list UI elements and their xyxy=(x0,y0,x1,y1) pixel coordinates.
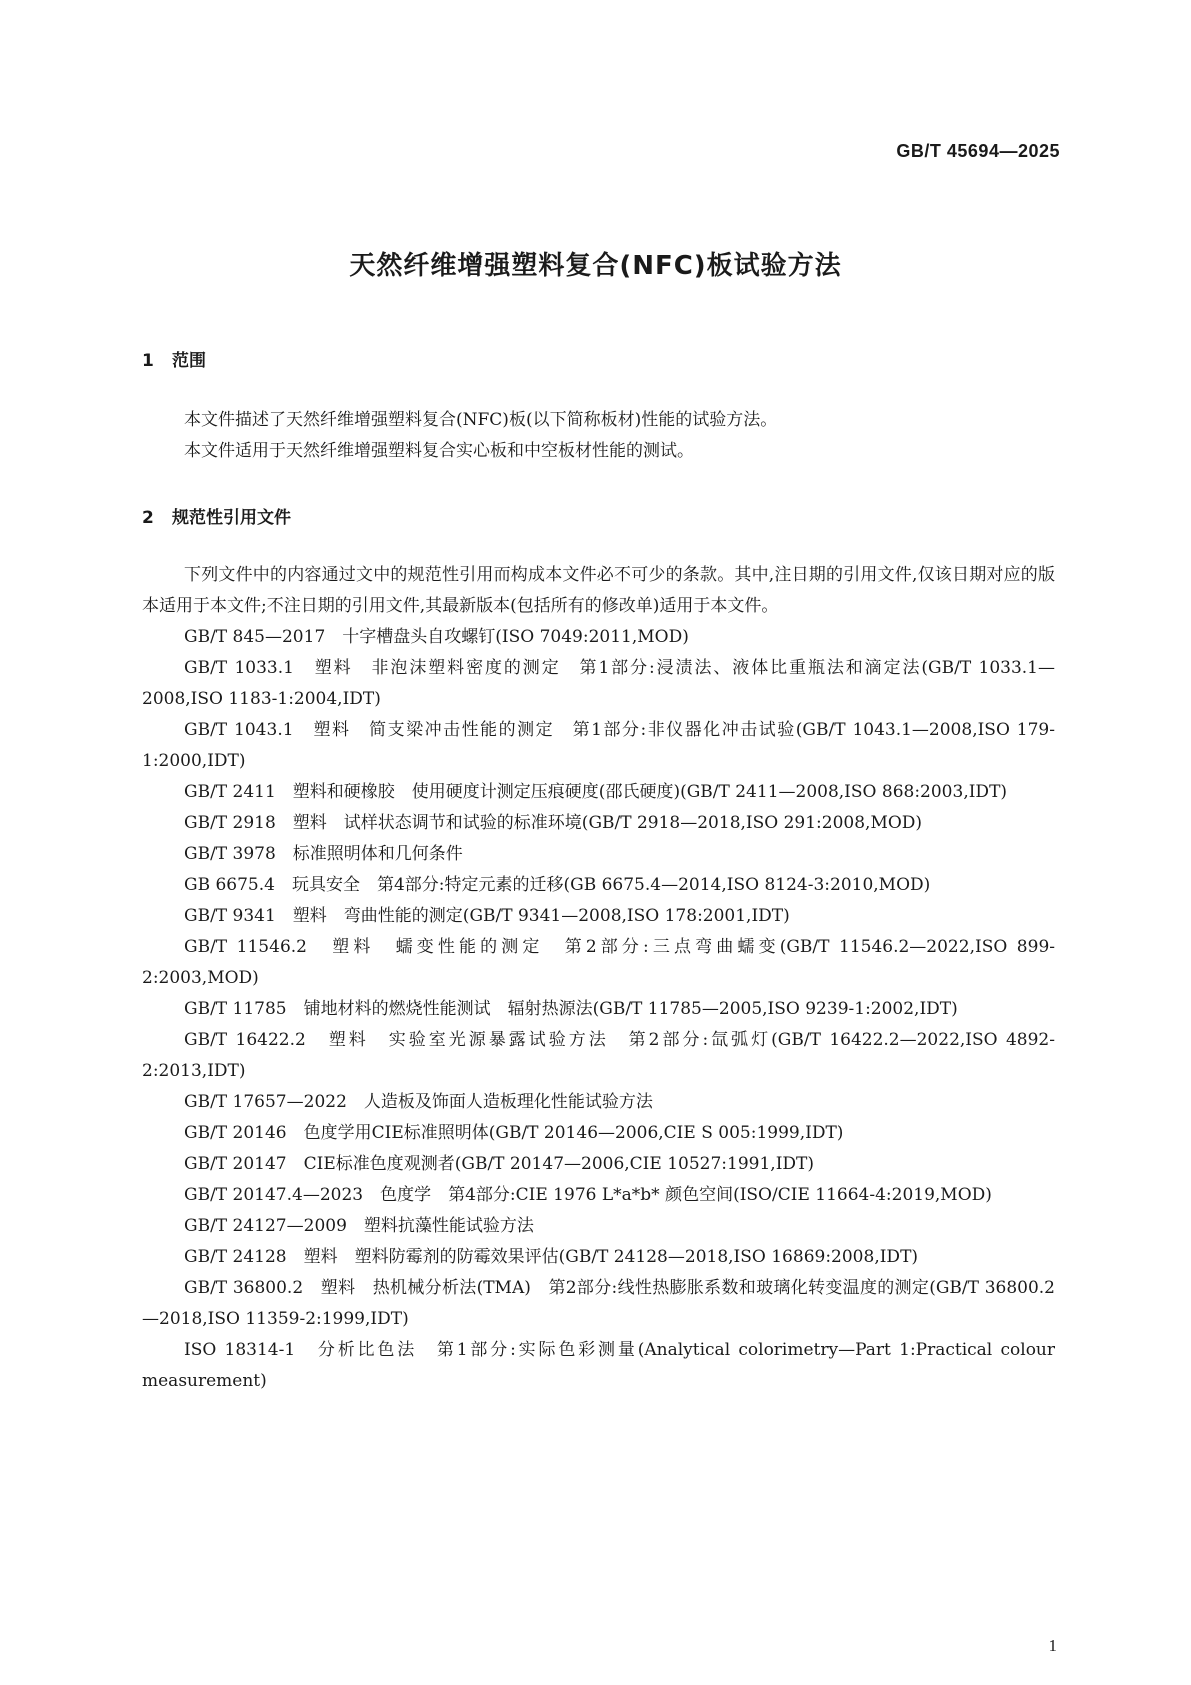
section-number: 1 xyxy=(142,351,154,371)
paragraph: 本文件描述了天然纤维增强塑料复合(NFC)板(以下简称板材)性能的试验方法。 xyxy=(184,410,778,430)
section-title: 规范性引用文件 xyxy=(172,508,291,528)
section-title: 范围 xyxy=(172,351,206,371)
reference-item: GB/T 24127—2009 塑料抗藻性能试验方法 xyxy=(184,1216,534,1236)
page-number: 1 xyxy=(1048,1636,1057,1655)
reference-item: ISO 18314-1 分析比色法 第1部分:实际色彩测量(Analytical colorimetry—Part 1:Practical colour measurement) xyxy=(142,1340,1055,1391)
paragraph: 下列文件中的内容通过文中的规范性引用而构成本文件必不可少的条款。其中,注日期的引用文件,仅该日期对应的版本适用于本文件;不注日期的引用文件,其最新版本(包括所有的修改单)适用于本文件。 xyxy=(142,565,1055,616)
reference-item: GB/T 24128 塑料 塑料防霉剂的防霉效果评估(GB/T 24128—2018,ISO 16869:2008,IDT) xyxy=(184,1247,919,1267)
reference-item: GB/T 17657—2022 人造板及饰面人造板理化性能试验方法 xyxy=(184,1092,653,1112)
section-number: 2 xyxy=(142,508,154,528)
reference-item: GB/T 1043.1 塑料 简支梁冲击性能的测定 第1部分:非仪器化冲击试验(GB/T 1043.1—2008,ISO 179-1:2000,IDT) xyxy=(142,720,1055,771)
reference-item: GB/T 20147 CIE标准色度观测者(GB/T 20147—2006,CIE 10527:1991,IDT) xyxy=(184,1154,815,1174)
standard-number: GB/T 45694—2025 xyxy=(896,141,1060,161)
section-heading-scope xyxy=(142,346,206,371)
reference-item: GB/T 845—2017 十字槽盘头自攻螺钉(ISO 7049:2011,MOD) xyxy=(184,627,689,647)
reference-item: GB/T 20147.4—2023 色度学 第4部分:CIE 1976 L*a*b* 颜色空间(ISO/CIE 11664-4:2019,MOD) xyxy=(184,1185,992,1205)
reference-item: GB/T 3978 标准照明体和几何条件 xyxy=(184,844,463,864)
reference-item: GB/T 16422.2 塑料 实验室光源暴露试验方法 第2部分:氙弧灯(GB/T 16422.2—2022,ISO 4892-2:2013,IDT) xyxy=(142,1030,1055,1081)
reference-item: GB/T 11785 铺地材料的燃烧性能测试 辐射热源法(GB/T 11785—2005,ISO 9239-1:2002,IDT) xyxy=(184,999,958,1019)
reference-item: GB/T 2411 塑料和硬橡胶 使用硬度计测定压痕硬度(邵氏硬度)(GB/T 2411—2008,ISO 868:2003,IDT) xyxy=(184,782,1008,802)
paragraph: 本文件适用于天然纤维增强塑料复合实心板和中空板材性能的测试。 xyxy=(184,441,694,461)
reference-item: GB/T 2918 塑料 试样状态调节和试验的标准环境(GB/T 2918—2018,ISO 291:2008,MOD) xyxy=(184,813,923,833)
normative-references-body xyxy=(142,560,1055,1397)
scope-body xyxy=(142,405,1055,467)
reference-item: GB/T 20146 色度学用CIE标准照明体(GB/T 20146—2006,CIE S 005:1999,IDT) xyxy=(184,1123,844,1143)
reference-item: GB/T 1033.1 塑料 非泡沫塑料密度的测定 第1部分:浸渍法、液体比重瓶法和滴定法(GB/T 1033.1—2008,ISO 1183-1:2004,IDT) xyxy=(142,658,1055,709)
reference-item: GB/T 36800.2 塑料 热机械分析法(TMA) 第2部分:线性热膨胀系数和玻璃化转变温度的测定(GB/T 36800.2—2018,ISO 11359-2:1999,IDT) xyxy=(142,1278,1055,1329)
reference-item: GB/T 11546.2 塑料 蠕变性能的测定 第2部分:三点弯曲蠕变(GB/T 11546.2—2022,ISO 899-2:2003,MOD) xyxy=(142,937,1055,988)
reference-item: GB/T 9341 塑料 弯曲性能的测定(GB/T 9341—2008,ISO 178:2001,IDT) xyxy=(184,906,790,926)
document-title: 天然纤维增强塑料复合(NFC)板试验方法 xyxy=(349,251,842,281)
section-heading-normative-references xyxy=(142,503,291,528)
reference-item: GB 6675.4 玩具安全 第4部分:特定元素的迁移(GB 6675.4—2014,ISO 8124-3:2010,MOD) xyxy=(184,875,931,895)
